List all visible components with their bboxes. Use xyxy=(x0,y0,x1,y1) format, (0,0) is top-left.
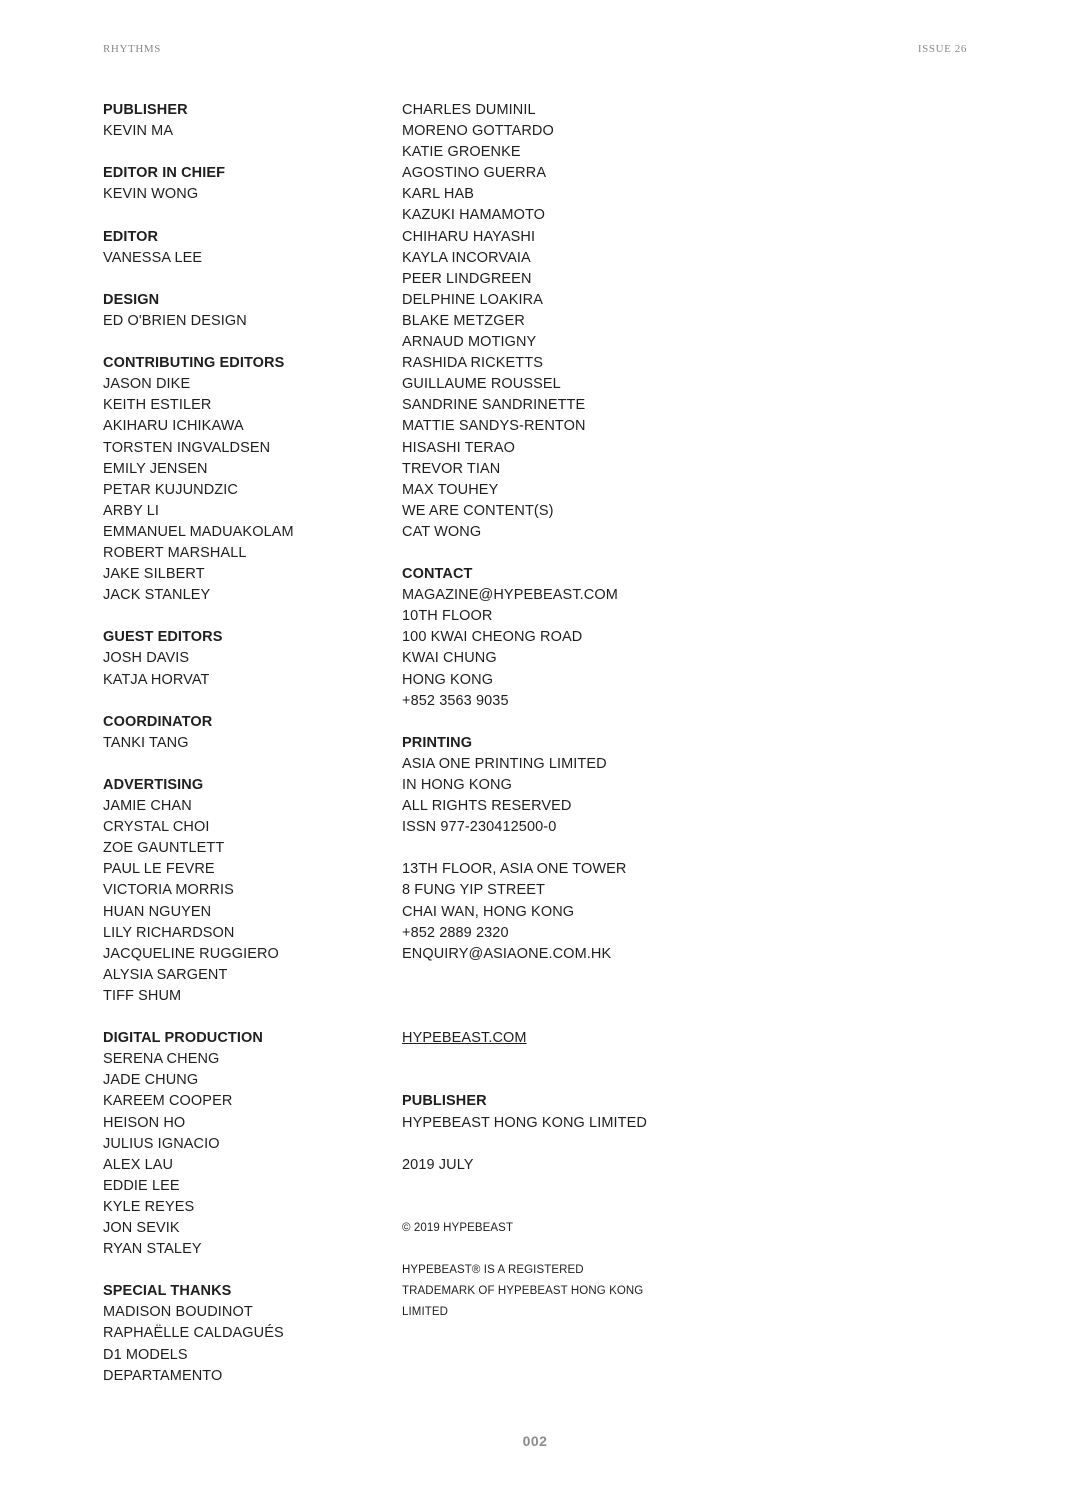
editor-heading: EDITOR xyxy=(103,228,159,245)
contact-address-line: 10TH FLOOR xyxy=(402,608,493,625)
editor-in-chief-name: KEVIN WONG xyxy=(103,186,199,203)
contributing-editor: TORSTEN INGVALDSEN xyxy=(103,439,271,456)
contributing-editor: PETAR KUJUNDZIC xyxy=(103,481,238,498)
printing-line: ASIA ONE PRINTING LIMITED xyxy=(402,755,607,772)
design-name: ED O'BRIEN DESIGN xyxy=(103,312,247,329)
contact-address-line: KWAI CHUNG xyxy=(402,650,497,667)
copyright-notice: © 2019 HYPEBEAST xyxy=(402,1221,514,1234)
special-thanks-name: D1 MODELS xyxy=(103,1346,188,1363)
printer-address-line: CHAI WAN, HONG KONG xyxy=(402,903,575,920)
advertising-member: LILY RICHARDSON xyxy=(103,924,235,941)
special-thanks-name: KARL HAB xyxy=(402,186,474,203)
special-thanks-name: ARNAUD MOTIGNY xyxy=(402,334,537,351)
special-thanks-name: GUILLAUME ROUSSEL xyxy=(402,376,561,393)
printing-line: IN HONG KONG xyxy=(402,777,512,793)
issn-number: ISSN 977-230412500-0 xyxy=(402,819,557,836)
page-number: 002 xyxy=(522,1433,548,1449)
special-thanks-name: TREVOR TIAN xyxy=(402,460,501,477)
advertising-member: VICTORIA MORRIS xyxy=(103,882,234,899)
printer-phone: +852 2889 2320 xyxy=(402,924,509,941)
masthead-right-column xyxy=(402,100,732,1323)
special-thanks-name: MAX TOUHEY xyxy=(402,481,499,498)
guest-editor: JOSH DAVIS xyxy=(103,650,190,667)
digital-production-member: ALEX LAU xyxy=(103,1156,174,1173)
advertising-member: ZOE GAUNTLETT xyxy=(103,840,225,857)
printer-address-line: 13TH FLOOR, ASIA ONE TOWER xyxy=(402,861,627,878)
digital-production-member: JON SEVIK xyxy=(103,1219,180,1236)
digital-production-member: EDDIE LEE xyxy=(103,1177,180,1194)
coordinator-heading: COORDINATOR xyxy=(103,713,213,730)
special-thanks-name: KAZUKI HAMAMOTO xyxy=(402,207,546,224)
masthead-left-column xyxy=(103,100,403,1387)
special-thanks-name: BLAKE METZGER xyxy=(402,312,525,329)
special-thanks-name: RASHIDA RICKETTS xyxy=(402,355,543,372)
publisher-heading: PUBLISHER xyxy=(103,102,188,118)
advertising-heading: ADVERTISING xyxy=(103,777,204,793)
contact-heading: CONTACT xyxy=(402,566,473,583)
contributing-editor: EMILY JENSEN xyxy=(103,460,208,477)
contributing-editor: AKIHARU ICHIKAWA xyxy=(103,418,244,435)
contact-address-line: HONG KONG xyxy=(402,671,494,688)
advertising-member: HUAN NGUYEN xyxy=(103,903,212,920)
contact-email[interactable]: MAGAZINE@HYPEBEAST.COM xyxy=(402,587,618,604)
special-thanks-name: KAYLA INCORVAIA xyxy=(402,249,531,266)
trademark-notice: HYPEBEAST® IS A REGISTERED xyxy=(402,1264,584,1277)
publisher-company-heading: PUBLISHER xyxy=(402,1093,487,1110)
special-thanks-name: RAPHAËLLE CALDAGUÉS xyxy=(103,1325,284,1342)
printing-line: ALL RIGHTS RESERVED xyxy=(402,798,572,815)
contributing-editor: JACK STANLEY xyxy=(103,587,211,604)
publisher-company-name: HYPEBEAST HONG KONG LIMITED xyxy=(402,1114,647,1131)
contact-address-line: 100 KWAI CHEONG ROAD xyxy=(402,629,583,646)
editor-in-chief-heading: EDITOR IN CHIEF xyxy=(103,165,226,182)
contributing-editors-heading: CONTRIBUTING EDITORS xyxy=(103,355,285,372)
special-thanks-name: CHIHARU HAYASHI xyxy=(402,228,536,245)
advertising-member: TIFF SHUM xyxy=(103,987,182,1004)
special-thanks-name: PEER LINDGREEN xyxy=(402,270,532,287)
digital-production-member: JADE CHUNG xyxy=(103,1072,199,1089)
special-thanks-name: DELPHINE LOAKIRA xyxy=(402,291,544,308)
special-thanks-name: AGOSTINO GUERRA xyxy=(402,165,547,182)
digital-production-heading: DIGITAL PRODUCTION xyxy=(103,1030,263,1047)
special-thanks-name: WE ARE CONTENT(S) xyxy=(402,502,554,519)
guest-editor: KATJA HORVAT xyxy=(103,671,210,688)
digital-production-member: JULIUS IGNACIO xyxy=(103,1135,220,1152)
contributing-editor: KEITH ESTILER xyxy=(103,397,212,414)
special-thanks-heading: SPECIAL THANKS xyxy=(103,1283,232,1300)
website-link[interactable]: HYPEBEAST.COM xyxy=(402,1030,527,1047)
contributing-editor: EMMANUEL MADUAKOLAM xyxy=(103,523,294,540)
advertising-member: JAMIE CHAN xyxy=(103,798,192,815)
special-thanks-name: DEPARTAMENTO xyxy=(103,1367,223,1384)
digital-production-member: SERENA CHENG xyxy=(103,1051,220,1068)
special-thanks-name: CAT WONG xyxy=(402,523,482,540)
printing-heading: PRINTING xyxy=(402,734,473,751)
trademark-notice: LIMITED xyxy=(402,1306,449,1319)
editor-name: VANESSA LEE xyxy=(103,249,203,266)
issue-number: ISSUE 26 xyxy=(917,43,967,55)
contributing-editor: JASON DIKE xyxy=(103,376,191,393)
advertising-member: PAUL LE FEVRE xyxy=(103,861,215,878)
digital-production-member: HEISON HO xyxy=(103,1114,186,1131)
contributing-editor: ARBY LI xyxy=(103,502,160,519)
special-thanks-name: MATTIE SANDYS-RENTON xyxy=(402,418,586,435)
section-label: RHYTHMS xyxy=(103,43,161,55)
special-thanks-name: MORENO GOTTARDO xyxy=(402,123,554,140)
digital-production-member: KYLE REYES xyxy=(103,1198,195,1215)
digital-production-member: KAREEM COOPER xyxy=(103,1093,233,1110)
contact-phone: +852 3563 9035 xyxy=(402,692,509,709)
digital-production-member: RYAN STALEY xyxy=(103,1241,202,1258)
guest-editors-heading: GUEST EDITORS xyxy=(103,629,223,646)
advertising-member: JACQUELINE RUGGIERO xyxy=(103,945,279,962)
special-thanks-name: SANDRINE SANDRINETTE xyxy=(402,397,586,414)
coordinator-name: TANKI TANG xyxy=(103,734,189,751)
special-thanks-name: KATIE GROENKE xyxy=(402,144,521,161)
contributing-editor: ROBERT MARSHALL xyxy=(103,544,247,561)
printer-email[interactable]: ENQUIRY@ASIAONE.COM.HK xyxy=(402,945,612,962)
contributing-editor: JAKE SILBERT xyxy=(103,566,205,583)
special-thanks-name: MADISON BOUDINOT xyxy=(103,1304,253,1321)
trademark-notice: TRADEMARK OF HYPEBEAST HONG KONG xyxy=(402,1285,644,1298)
issue-date: 2019 JULY xyxy=(402,1156,474,1173)
design-heading: DESIGN xyxy=(103,291,160,308)
special-thanks-name: CHARLES DUMINIL xyxy=(402,102,536,118)
advertising-member: CRYSTAL CHOI xyxy=(103,819,210,836)
publisher-name: KEVIN MA xyxy=(103,123,174,140)
advertising-member: ALYSIA SARGENT xyxy=(103,966,228,983)
special-thanks-name: HISASHI TERAO xyxy=(402,439,516,456)
printer-address-line: 8 FUNG YIP STREET xyxy=(402,882,545,899)
